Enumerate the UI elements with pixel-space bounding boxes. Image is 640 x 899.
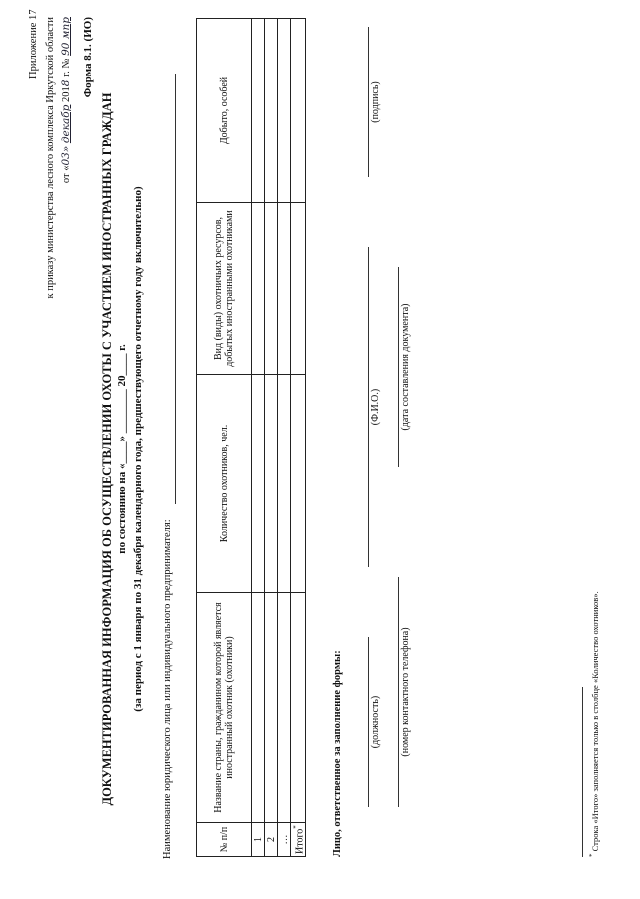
row-cell[interactable] (265, 593, 278, 823)
phone-caption: (номер контактного телефона) (400, 627, 411, 757)
order-number-handwritten: 90 мпр (60, 17, 72, 56)
header-cell-number: № п/п (197, 823, 252, 857)
row-cell[interactable] (265, 203, 278, 375)
signature-caption: (подпись) (370, 81, 381, 123)
total-label: Итого (294, 828, 306, 854)
total-cell[interactable] (291, 375, 306, 593)
total-cell (291, 203, 306, 375)
date-caption: (дата составления документа) (400, 303, 411, 431)
table-row (252, 19, 265, 857)
row-cell[interactable] (265, 375, 278, 593)
table-header-row (197, 19, 252, 857)
date-day-handwritten: 03» (60, 145, 72, 166)
header-cell-harvested: Добыто, особей (197, 19, 252, 203)
order-date-line (60, 17, 72, 259)
header-cell-hunter-count: Количество охотников, чел. (197, 375, 252, 593)
row-cell[interactable] (252, 593, 265, 823)
row-cell[interactable] (278, 375, 291, 593)
footnote-separator (582, 687, 583, 857)
position-caption: (должность) (370, 695, 381, 749)
footnote (588, 591, 600, 857)
row-number: 2 (265, 823, 278, 857)
date-year-suffix: г. № (61, 58, 72, 80)
order-reference: к приказу министерства лесного комплекса Иркутской области (45, 17, 56, 299)
table-total-row (291, 19, 306, 857)
signature-line[interactable] (368, 27, 369, 177)
form-label: Форма 8.1. (ИО) (82, 17, 94, 98)
row-cell[interactable] (252, 203, 265, 375)
org-name-underline (175, 74, 176, 504)
phone-line[interactable] (398, 577, 399, 807)
row-cell[interactable] (278, 19, 291, 203)
footnote-text: Строка «Итого» заполняется только в столбце «Количество охотников». (589, 591, 600, 852)
row-cell[interactable] (278, 203, 291, 375)
row-cell[interactable] (252, 375, 265, 593)
footnote-mark: * (588, 853, 596, 857)
appendix-label: Приложение 17 (28, 9, 39, 79)
row-cell[interactable] (265, 19, 278, 203)
total-footnote-mark: * (292, 825, 300, 829)
total-cell (291, 19, 306, 203)
total-label-cell (291, 823, 306, 857)
date-line[interactable] (398, 267, 399, 467)
row-cell[interactable] (252, 19, 265, 203)
responsible-person-title: Лицо, ответственное за заполнение формы: (332, 650, 343, 857)
row-number: 1 (252, 823, 265, 857)
document-title: ДОКУМЕНТИРОВАННАЯ ИНФОРМАЦИЯ ОБ ОСУЩЕСТВЛЕНИИ ОХОТЫ С УЧАСТИЕМ ИНОСТРАННЫХ ГРАЖДАН (100, 92, 114, 806)
date-prefix: от « (61, 165, 72, 184)
hunting-data-table (196, 18, 306, 857)
date-year-prefix: 201 (61, 86, 72, 102)
position-line[interactable] (368, 637, 369, 807)
name-caption: (Ф.И.О.) (370, 388, 381, 426)
header-cell-resource-types: Вид (виды) охотничьих ресурсов, добытых иностранными охотниками (197, 203, 252, 375)
row-number: … (278, 823, 291, 857)
table-row (278, 19, 291, 857)
table-row (265, 19, 278, 857)
date-year-digit-handwritten: 8 (60, 79, 72, 87)
name-line[interactable] (368, 247, 369, 567)
as-of-date: по состоянию на «____» ________ 20____ г. (116, 344, 128, 554)
row-cell[interactable] (278, 593, 291, 823)
org-name-label: Наименование юридического лица или индивидуального предпринимателя: (162, 519, 173, 859)
date-month-handwritten: декабр (60, 104, 72, 144)
header-cell-country: Название страны, гражданином которой является иностранный охотник (охотники) (197, 593, 252, 823)
reporting-period: (за период с 1 января по 31 декабря календарного года, предшествующего отчетному году включительно) (132, 186, 144, 712)
total-cell (291, 593, 306, 823)
